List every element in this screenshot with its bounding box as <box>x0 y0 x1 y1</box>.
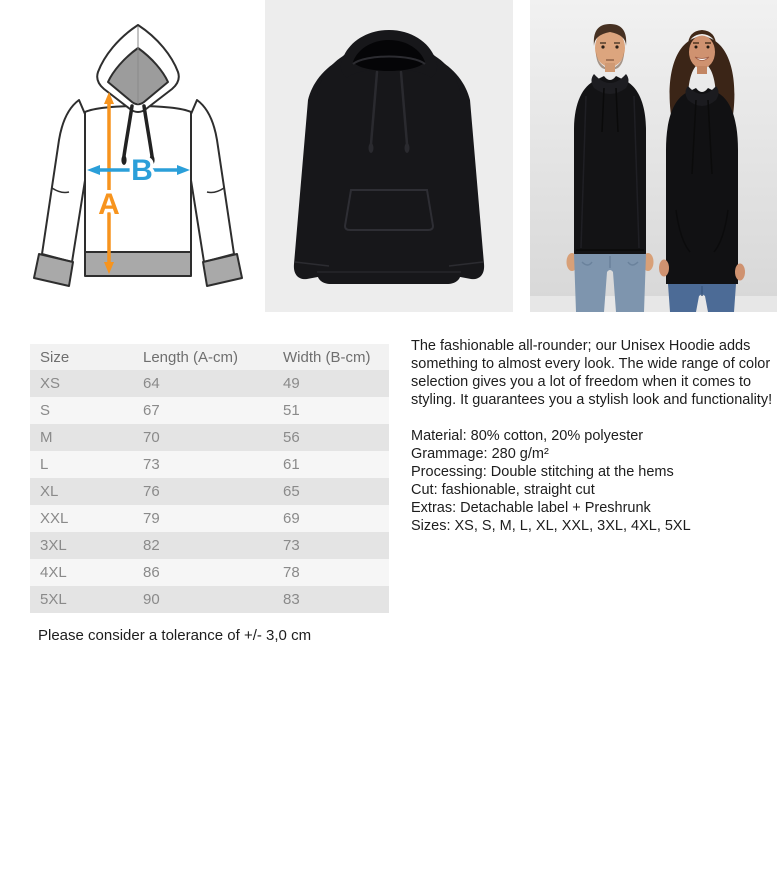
right-sleeve <box>189 100 234 262</box>
cell-length: 79 <box>133 505 273 532</box>
left-sleeve <box>42 100 87 262</box>
cell-length: 70 <box>133 424 273 451</box>
spec-grammage: Grammage: 280 g/m² <box>411 446 549 462</box>
cell-size: 4XL <box>30 559 133 586</box>
col-header-width: Width (B-cm) <box>273 344 389 370</box>
cell-length: 76 <box>133 478 273 505</box>
cell-size: M <box>30 424 133 451</box>
drawstring-tip-right <box>405 143 410 153</box>
tolerance-note: Please consider a tolerance of +/- 3,0 cm <box>38 627 312 644</box>
spec-list <box>411 427 777 535</box>
col-header-length: Length (A-cm) <box>133 344 273 370</box>
spec-cut: Cut: fashionable, straight cut <box>411 482 595 498</box>
cell-width: 56 <box>273 424 389 451</box>
arrow-a-label: A <box>98 188 120 221</box>
spec-sizes: Sizes: XS, S, M, L, XL, XXL, 3XL, 4XL, 5XL <box>411 518 691 534</box>
table-row <box>30 451 389 478</box>
col-header-size: Size <box>30 344 133 370</box>
arrow-b-label: B <box>131 154 153 187</box>
cell-width: 83 <box>273 586 389 613</box>
cell-length: 90 <box>133 586 273 613</box>
cell-size: XL <box>30 478 133 505</box>
table-row <box>30 478 389 505</box>
cell-size: S <box>30 397 133 424</box>
cell-width: 65 <box>273 478 389 505</box>
product-photo-svg <box>265 0 513 312</box>
hem-band <box>85 252 191 276</box>
table-row <box>30 424 389 451</box>
cell-width: 61 <box>273 451 389 478</box>
spec-processing: Processing: Double stitching at the hems <box>411 464 674 480</box>
table-row <box>30 559 389 586</box>
hoodie-measurement-diagram <box>22 8 252 308</box>
cell-length: 64 <box>133 370 273 397</box>
floor <box>530 296 777 312</box>
product-description <box>411 337 777 535</box>
spec-extras: Extras: Detachable label + Preshrunk <box>411 500 651 516</box>
description-paragraph: The fashionable all-rounder; our Unisex Hoodie adds something to almost every look. The wide range of color selection gives you a lot of freedom when it comes to styling. It guarantees you a stylish look and functionality! <box>411 338 773 408</box>
cell-width: 49 <box>273 370 389 397</box>
cell-length: 73 <box>133 451 273 478</box>
spec-material: Material: 80% cotton, 20% polyester <box>411 428 644 444</box>
cell-size: L <box>30 451 133 478</box>
table-row <box>30 397 389 424</box>
table-row <box>30 505 389 532</box>
cell-length: 86 <box>133 559 273 586</box>
drawstring-tip-left <box>121 155 126 165</box>
hoodie-diagram-svg <box>22 8 252 308</box>
cell-length: 67 <box>133 397 273 424</box>
cell-width: 51 <box>273 397 389 424</box>
cell-size: 5XL <box>30 586 133 613</box>
cell-width: 73 <box>273 532 389 559</box>
female-model <box>659 30 745 312</box>
table-header-row <box>30 344 389 370</box>
table-row <box>30 370 389 397</box>
cell-size: 3XL <box>30 532 133 559</box>
drawstring-tip-left <box>369 143 374 153</box>
cell-length: 82 <box>133 532 273 559</box>
table-row <box>30 532 389 559</box>
product-photo-black-hoodie <box>265 0 513 312</box>
models-photo <box>530 0 777 312</box>
table-row <box>30 586 389 613</box>
cell-width: 78 <box>273 559 389 586</box>
size-table <box>30 344 389 613</box>
cell-size: XXL <box>30 505 133 532</box>
models-photo-svg <box>530 0 777 312</box>
cell-width: 69 <box>273 505 389 532</box>
cell-size: XS <box>30 370 133 397</box>
